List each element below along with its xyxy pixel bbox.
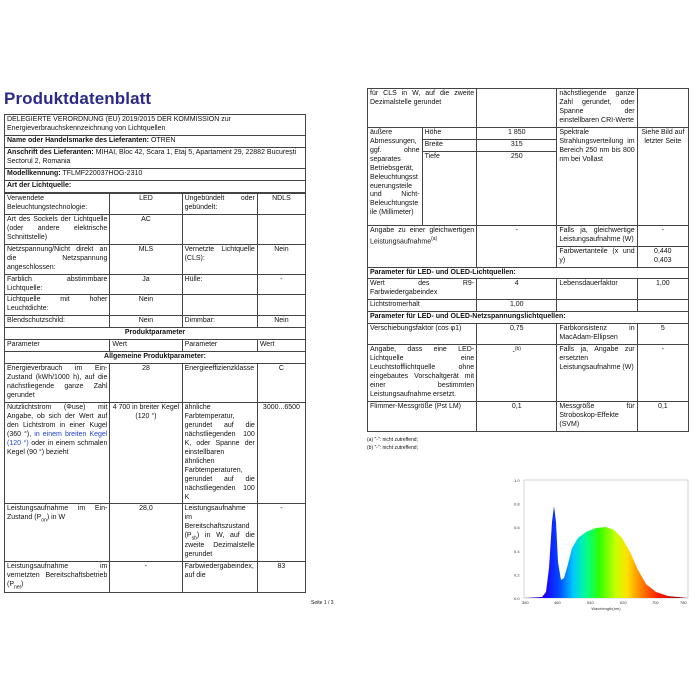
dimensions-row: Breite 315	[368, 139, 689, 151]
table-row: Verschiebungsfaktor (cos φ1) 0,75 Farbkonsistenz in MacAdam-Ellipsen 5	[368, 324, 689, 345]
x-tick-label: 540	[587, 600, 594, 605]
y-tick-label: 0.4	[514, 548, 520, 554]
y-tick-label: 0.2	[514, 572, 520, 578]
left-column	[4, 88, 306, 593]
table-row: für CLS in W, auf die zweite Dezimalstelle gerundet nächstliegende ganze Zahl gerundet, oder Spanne der einstellbaren CRI-Werte	[368, 89, 689, 128]
x-tick-label: 620	[620, 600, 627, 605]
table-row: Blendschutzschild: Nein Dimmbar: Nein	[5, 316, 306, 328]
supplier-name-row: Name oder Handelsmarke des Lieferanten: OTREN	[5, 136, 306, 148]
section-header: Allgemeine Produktparameter:	[5, 352, 306, 364]
y-tick-label: 1.0	[514, 478, 520, 483]
x-axis-title: Wavelength(nm)	[591, 606, 621, 611]
table-row: Leistungsaufnahme im Ein-Zustand $(P_{on})$ in W 28,0 Leistungsaufnahme im Bereitschaftszustand $(P_{sb})$ in W, auf die zweite Dezimalstelle gerundet -	[5, 504, 306, 562]
page-number: Seite 1 / 3	[311, 600, 334, 606]
table-row: Wert des R9-Farbwiedergabeindex 4 Lebensdauerfaktor 1,00	[368, 279, 689, 300]
table-row: Lichtstromerhalt 1,00	[368, 300, 689, 312]
dimensions-row: Tiefe 250	[368, 151, 689, 225]
x-axis-labels	[522, 600, 687, 605]
footnote-a: (a) "-": nicht zutreffend;	[367, 436, 418, 443]
table-row: Energieverbrauch im Ein-Zustand (kWh/1000 h), auf die nächstliegende ganze Zahl gerundet 28 Energieeffizienzklasse C	[5, 364, 306, 403]
y-tick-label: 0.0	[514, 596, 520, 601]
x-tick-label: 460	[554, 600, 561, 605]
header-table	[4, 114, 306, 193]
left-params-table	[4, 193, 306, 593]
right-params-table	[367, 88, 689, 432]
table-row: Nutzlichtstrom (Φuse) mit Angabe, ob sich der Wert auf den Lichtstrom in einer Kugel (360 °), in einem breiten Kegel (120 °) oder in einem schmalen Kegel (90 °) bezieht 4 700 in breiter Kegel (120 °) ähnliche Farbtemperatur, gerundet auf die nächstliegenden 100 K, oder Spanne der einstellbaren ähnlichen Farbtemperaturen, gerundet auf die nächstliegenden 100 K 3000...6500	[5, 402, 306, 503]
right-column	[367, 88, 689, 452]
supplier-address-row: Anschrift des Lieferanten: MIHAI, Bloc 42, Scara 1, Etaj 5, Apartament 29, 22882 București Sectorul 2, Romania	[5, 148, 306, 169]
y-tick-label: 0.8	[514, 501, 520, 507]
table-row: Farbwertanteile (x und y) 0,440 0,403	[368, 246, 689, 267]
y-axis-labels	[514, 478, 520, 601]
footnote-b: (b) "-": nicht zutreffend;	[367, 444, 418, 451]
table-row: Farblich abstimmbare Lichtquelle: Ja Hülle: -	[5, 274, 306, 295]
x-tick-label: 380	[522, 600, 529, 605]
table-row: Lichtquelle mit hoher Leuchtdichte: Nein	[5, 295, 306, 316]
section-header: Produktparameter	[5, 328, 306, 340]
page-title: Produktdatenblatt	[4, 89, 152, 108]
table-row: Netzspannung/Nicht direkt an die Netzspannung angeschlossen: MLS Vernetzte Lichtquelle (CLS): Nein	[5, 244, 306, 274]
table-row: Leistungsaufnahme im vernetzten Bereitschaftsbetrieb $(P_{net})$ - Farbwiedergabeindex, auf die 83	[5, 562, 306, 593]
table-row: Verwendete Beleuchtungstechnologie: LED Ungebündelt oder gebündelt: NDLS	[5, 193, 306, 214]
y-tick-label: 0.6	[514, 525, 520, 531]
dimensions-row: äußere Abmessungen, ggf. ohne separates Betriebsgerät, Beleuchtungssteuerungsteile und Nicht-Beleuchtungsteile (Millimeter) Höhe 1 850 Spektrale Strahlungsverteilung im Bereich 250 nm bis 800 nm bei Vollast Siehe Bild auf letzter Seite	[368, 127, 689, 139]
x-tick-label: 700	[652, 600, 659, 605]
spectrum-graphic	[512, 476, 692, 612]
section-header: Parameter für LED- und OLED-Netzspannungslichtquellen:	[368, 312, 689, 324]
table-row: Flimmer-Messgröße (Pst LM) 0,1 Messgröße für Stroboskop-Effekte (SVM) 0,1	[368, 401, 689, 431]
column-header-row: Parameter Wert Parameter Wert	[5, 340, 306, 352]
footnotes	[367, 436, 689, 452]
light-source-type-label: Art der Lichtquelle:	[5, 180, 306, 192]
section-header: Parameter für LED- und OLED-Lichtquellen:	[368, 267, 689, 279]
x-tick-label: 780	[680, 600, 687, 605]
table-row: Angabe, dass eine LED-Lichtquelle eine Leuchtstofflichtquelle ohne eingebautes Vorschaltgerät mit einer bestimmten Leistungsaufnahme ersetzt. -$^{(b)}$ Falls ja, Angabe zur ersetzten Leistungsaufnahme (W) -	[368, 345, 689, 402]
model-row: Modellkennung: TFLMF220037HOG-2310	[5, 169, 306, 181]
regulation-text: DELEGIERTE VERORDNUNG (EU) 2019/2015 DER KOMMISSION zur Energieverbrauchskennzeichnung von Lichtquellen	[5, 115, 306, 136]
table-row: Angabe zu einer gleichwertigen Leistungsaufnahme$^{(a)}$ - Falls ja, gleichwertige Leistungsaufnahme (W) -	[368, 225, 689, 246]
table-row: Art des Sockels der Lichtquelle (oder andere elektrische Schnittstelle) AC	[5, 214, 306, 244]
